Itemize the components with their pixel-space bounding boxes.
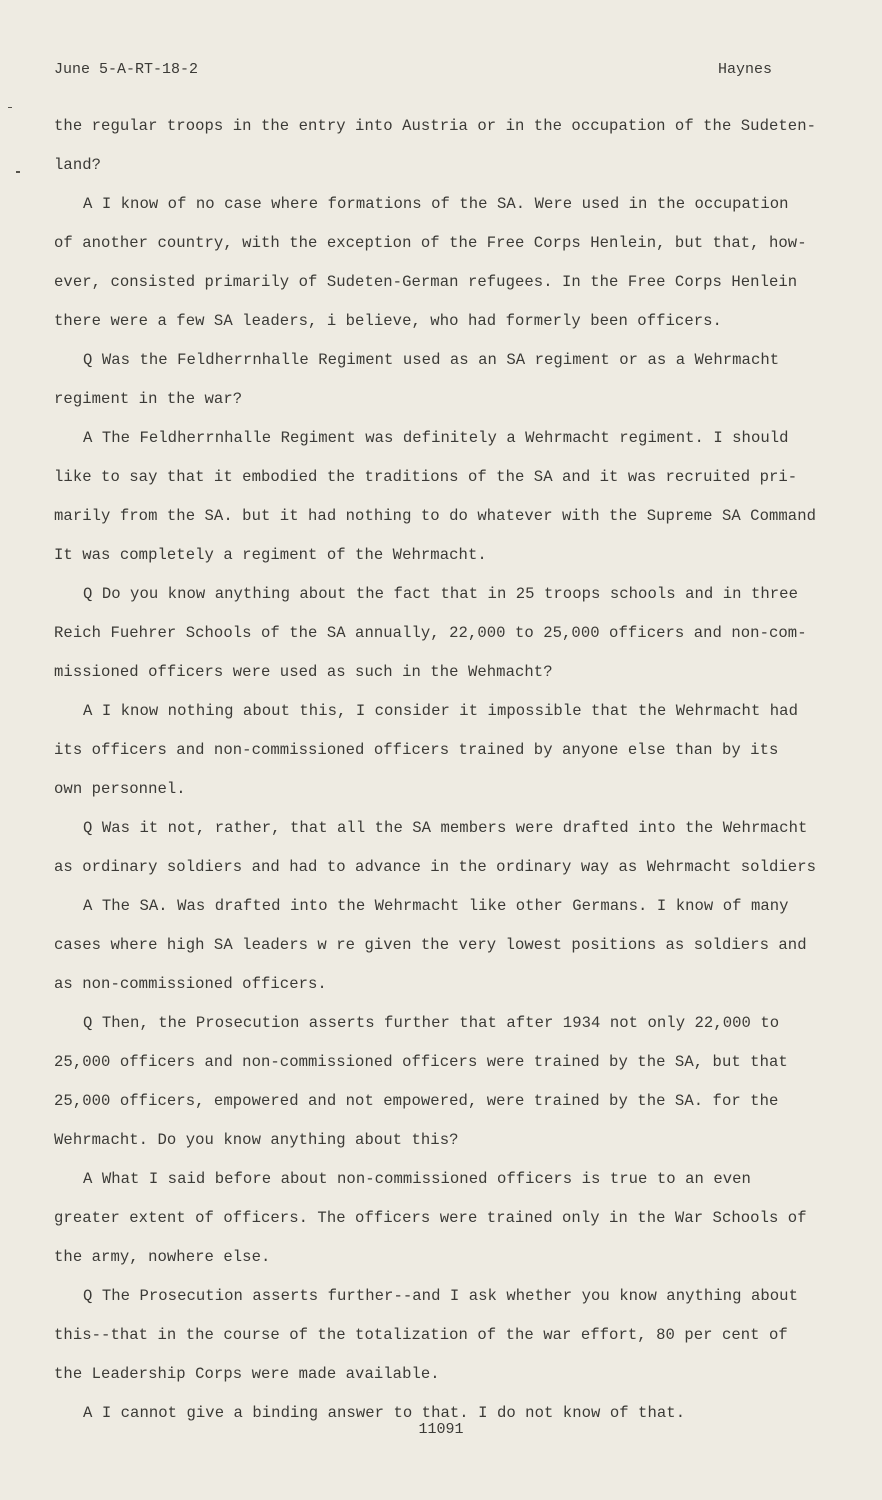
answer-line: A The Feldherrnhalle Regiment was definitely a Wehrmacht regiment. I should bbox=[83, 429, 789, 447]
text-line: like to say that it embodied the traditions of the SA and it was recruited pri- bbox=[54, 468, 798, 486]
answer-line: A What I said before about non-commissioned officers is true to an even bbox=[83, 1170, 751, 1188]
text-line: ever, consisted primarily of Sudeten-German refugees. In the Free Corps Henlein bbox=[54, 273, 798, 291]
text-line: greater extent of officers. The officers were trained only in the War Schools of bbox=[54, 1209, 807, 1227]
answer-line: A I know of no case where formations of the SA. Were used in the occupation bbox=[83, 195, 789, 213]
page-header bbox=[54, 58, 772, 82]
text-line: 25,000 officers, empowered and not empowered, were trained by the SA. for the bbox=[54, 1092, 779, 1110]
text-line: cases where high SA leaders w re given the very lowest positions as soldiers and bbox=[54, 936, 807, 954]
text-line: marily from the SA. but it had nothing to do whatever with the Supreme SA Command bbox=[54, 507, 817, 525]
answer-line: A The SA. Was drafted into the Wehrmacht like other Germans. I know of many bbox=[83, 897, 789, 915]
text-line: its officers and non-commissioned officers trained by anyone else than by its bbox=[54, 741, 779, 759]
text-line: land? bbox=[54, 156, 102, 174]
header-name: Haynes bbox=[717, 61, 772, 78]
text-line: this--that in the course of the totalization of the war effort, 80 per cent of bbox=[54, 1326, 788, 1344]
question-line: Q Do you know anything about the fact that in 25 troops schools and in three bbox=[83, 585, 798, 603]
question-line: Q Was it not, rather, that all the SA members were drafted into the Wehrmacht bbox=[83, 819, 808, 837]
text-line: own personnel. bbox=[54, 780, 186, 798]
text-line: 25,000 officers and non-commissioned officers were trained by the SA, but that bbox=[54, 1053, 788, 1071]
text-line: missioned officers were used as such in the Wehmacht? bbox=[54, 663, 553, 681]
answer-line: A I cannot give a binding answer to that. I do not know of that. bbox=[83, 1404, 686, 1422]
transcript-body bbox=[54, 113, 834, 1439]
text-line: regiment in the war? bbox=[54, 390, 243, 408]
text-line: the Leadership Corps were made available. bbox=[54, 1365, 440, 1383]
page-number: 11091 bbox=[418, 1421, 464, 1438]
text-line: of another country, with the exception of the Free Corps Henlein, but that, how- bbox=[54, 234, 807, 252]
text-line: the army, nowhere else. bbox=[54, 1248, 271, 1266]
margin-mark-left bbox=[16, 171, 20, 173]
text-line: as ordinary soldiers and had to advance in the ordinary way as Wehrmacht soldiers bbox=[54, 858, 817, 876]
header-reference: June 5-A-RT-18-2 bbox=[54, 61, 199, 78]
text-line: It was completely a regiment of the Wehrmacht. bbox=[54, 546, 487, 564]
text-line: Wehrmacht. Do you know anything about this? bbox=[54, 1131, 459, 1149]
text-line: as non-commissioned officers. bbox=[54, 975, 327, 993]
text-line: there were a few SA leaders, i believe, who had formerly been officers. bbox=[54, 312, 722, 330]
question-line: Q Then, the Prosecution asserts further that after 1934 not only 22,000 to bbox=[83, 1014, 780, 1032]
answer-line: A I know nothing about this, I consider it impossible that the Wehrmacht had bbox=[83, 702, 798, 720]
margin-mark-top bbox=[8, 107, 12, 108]
question-line: Q Was the Feldherrnhalle Regiment used as an SA regiment or as a Wehrmacht bbox=[83, 351, 780, 369]
text-line: Reich Fuehrer Schools of the SA annually, 22,000 to 25,000 officers and non-com- bbox=[54, 624, 807, 642]
text-line: the regular troops in the entry into Austria or in the occupation of the Sudeten- bbox=[54, 117, 817, 135]
question-line: Q The Prosecution asserts further--and I ask whether you know anything about bbox=[83, 1287, 798, 1305]
